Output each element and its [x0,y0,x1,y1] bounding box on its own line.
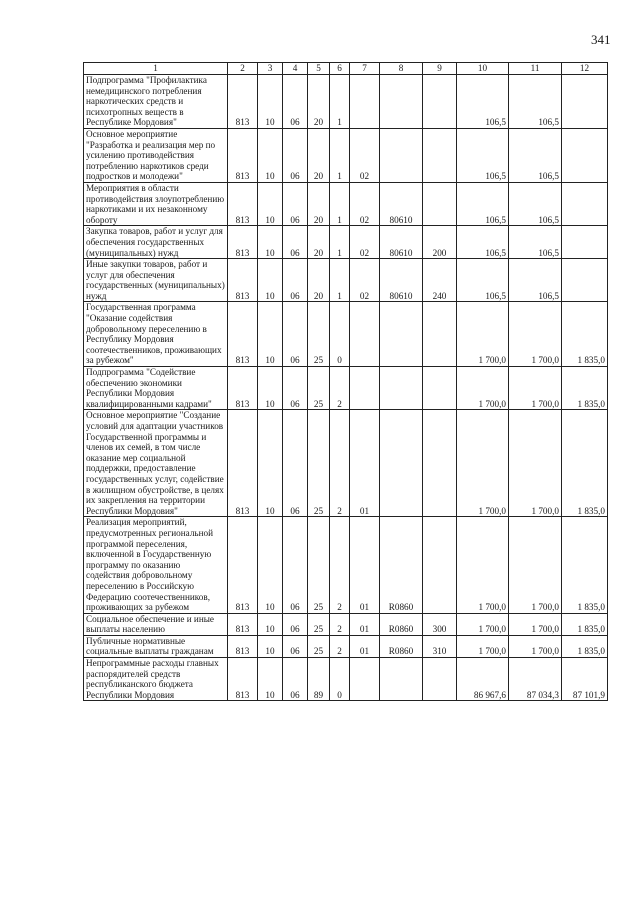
table-cell: 813 [228,75,258,129]
table-cell: 1 [330,128,350,182]
table-cell [380,302,423,367]
header-cell: 3 [258,63,283,75]
table-cell: 1 835,0 [562,367,608,410]
table-body [84,75,608,701]
table-row [84,517,608,613]
table-cell: 106,5 [509,259,562,302]
table-cell: 813 [228,182,258,225]
row-name-cell: Публичные нормативные социальные выплаты гражданам [84,635,228,657]
table-cell: 1 700,0 [457,613,509,635]
table-row [84,302,608,367]
table-cell: 06 [283,613,308,635]
table-cell: 89 [308,658,330,701]
header-cell: 9 [423,63,457,75]
table-cell: 200 [423,226,457,259]
table-cell [423,658,457,701]
table-cell: 20 [308,75,330,129]
table-cell: 20 [308,128,330,182]
table-row [84,226,608,259]
table-cell: 10 [258,128,283,182]
table-cell: 06 [283,128,308,182]
header-cell: 8 [380,63,423,75]
table-cell: 106,5 [457,259,509,302]
row-name-cell: Социальное обеспечение и иные выплаты населению [84,613,228,635]
table-cell [562,259,608,302]
table-cell: 02 [350,182,380,225]
row-name-cell: Реализация мероприятий, предусмотренных региональной программой переселения, включенной в Государственную программу по оказанию содействия добровольному переселению в Российскую Федерацию соотечественников, проживающих за рубежом [84,517,228,613]
table-cell: 80610 [380,226,423,259]
table-cell: 10 [258,226,283,259]
row-name-cell: Государственная программа "Оказание содействия добровольному переселению в Республику Мордовия соотечественников, проживающих за рубежом" [84,302,228,367]
table-cell: 01 [350,635,380,657]
table-cell: 01 [350,613,380,635]
header-cell: 7 [350,63,380,75]
table-row [84,182,608,225]
table-row [84,410,608,517]
table-cell: 06 [283,75,308,129]
table-row [84,613,608,635]
table-cell: 10 [258,517,283,613]
header-cell: 6 [330,63,350,75]
table-cell: 1 700,0 [457,635,509,657]
table-cell: 10 [258,410,283,517]
row-name-cell: Подпрограмма "Содействие обеспечению экономики Республики Мордовия квалифицированными кадрами" [84,367,228,410]
table-cell: 25 [308,367,330,410]
table-cell: 01 [350,517,380,613]
table-cell: 813 [228,226,258,259]
table-cell: 06 [283,658,308,701]
header-cell: 5 [308,63,330,75]
row-name-cell: Непрограммные расходы главных распорядителей средств республиканского бюджета Республики Мордовия [84,658,228,701]
table-cell: R0860 [380,613,423,635]
table-cell: 1 [330,259,350,302]
table-cell: 02 [350,226,380,259]
table-cell [380,658,423,701]
table-cell: 06 [283,635,308,657]
table-row [84,367,608,410]
table-cell: 25 [308,302,330,367]
table-cell: 106,5 [509,182,562,225]
table-cell: 10 [258,367,283,410]
table-cell: 80610 [380,182,423,225]
table-row [84,658,608,701]
header-cell: 2 [228,63,258,75]
table-cell [423,367,457,410]
table-cell: R0860 [380,517,423,613]
table-cell: 1 700,0 [509,367,562,410]
table-cell: 10 [258,75,283,129]
table-cell [562,182,608,225]
table-cell: 1 700,0 [509,517,562,613]
table-cell: 106,5 [509,226,562,259]
table-cell: 813 [228,367,258,410]
row-name-cell: Закупка товаров, работ и услуг для обеспечения государственных (муниципальных) нужд [84,226,228,259]
table-cell: 1 835,0 [562,517,608,613]
table-cell: 240 [423,259,457,302]
table-cell: 10 [258,613,283,635]
table-cell: 2 [330,410,350,517]
row-name-cell: Основное мероприятие "Разработка и реализация мер по усилению противодействия потреблению наркотиков среди подростков и молодежи" [84,128,228,182]
table-cell: 06 [283,517,308,613]
table-cell: 813 [228,302,258,367]
table-cell: 106,5 [457,182,509,225]
table-cell: 1 835,0 [562,410,608,517]
table-cell: 300 [423,613,457,635]
table-cell: 20 [308,259,330,302]
table-cell: 1 700,0 [457,367,509,410]
table-cell [350,302,380,367]
table-cell: 106,5 [509,75,562,129]
table-row [84,75,608,129]
table-cell: 02 [350,128,380,182]
table-cell: 1 700,0 [457,410,509,517]
table-cell: 0 [330,658,350,701]
table-cell [423,302,457,367]
table-cell [380,410,423,517]
table-cell: 1 [330,226,350,259]
table-cell: 813 [228,128,258,182]
table-cell: 1 700,0 [509,302,562,367]
header-row [84,63,608,75]
header-cell: 4 [283,63,308,75]
row-name-cell: Мероприятия в области противодействия злоупотреблению наркотиками и их незаконному обороту [84,182,228,225]
table-cell: 87 101,9 [562,658,608,701]
table-cell [380,75,423,129]
table-cell: 86 967,6 [457,658,509,701]
table-cell: 1 700,0 [509,410,562,517]
table-cell: 813 [228,658,258,701]
table-cell [423,182,457,225]
table-cell: 25 [308,635,330,657]
table-cell: 25 [308,613,330,635]
table-cell [380,367,423,410]
table-cell: 106,5 [457,128,509,182]
table-cell: 0 [330,302,350,367]
table-cell: 06 [283,410,308,517]
table-cell: 01 [350,410,380,517]
table-cell [350,658,380,701]
table-row [84,635,608,657]
table-cell [423,75,457,129]
table-cell: 10 [258,302,283,367]
table-cell: 87 034,3 [509,658,562,701]
table-cell: 106,5 [457,75,509,129]
table-cell [350,367,380,410]
table-cell: 1 [330,182,350,225]
table-cell [562,128,608,182]
table-cell: 813 [228,517,258,613]
table-cell: 2 [330,517,350,613]
header-cell: 11 [509,63,562,75]
table-cell: R0860 [380,635,423,657]
table-row [84,128,608,182]
table-cell [423,128,457,182]
table-cell: 10 [258,658,283,701]
table-cell: 2 [330,613,350,635]
table-cell [350,75,380,129]
table-cell [380,128,423,182]
row-name-cell: Основное мероприятие "Создание условий для адаптации участников Государственной программы и членов их семей, в том числе оказание мер социальной поддержки, предоставление государственных услуг, содействие в жилищном обустройстве, в целях их закрепления на территории Республики Мордовия" [84,410,228,517]
page-number: 341 [591,32,611,47]
table-cell: 06 [283,367,308,410]
table-cell: 1 700,0 [457,517,509,613]
table-cell: 310 [423,635,457,657]
table-row [84,259,608,302]
table-cell: 10 [258,259,283,302]
table-cell: 2 [330,367,350,410]
table-cell: 25 [308,410,330,517]
header-cell: 12 [562,63,608,75]
table-cell: 80610 [380,259,423,302]
table-cell: 06 [283,259,308,302]
table-cell: 25 [308,517,330,613]
table-cell: 1 835,0 [562,635,608,657]
table-cell: 813 [228,613,258,635]
table-cell: 20 [308,226,330,259]
table-cell: 06 [283,226,308,259]
table-cell: 1 700,0 [509,635,562,657]
table-cell: 1 700,0 [509,613,562,635]
table-cell: 06 [283,182,308,225]
table-cell: 02 [350,259,380,302]
table-cell: 1 [330,75,350,129]
table-cell: 813 [228,410,258,517]
table-cell: 2 [330,635,350,657]
table-cell: 106,5 [457,226,509,259]
table-cell: 813 [228,635,258,657]
table-cell [423,517,457,613]
table-cell: 06 [283,302,308,367]
header-cell: 10 [457,63,509,75]
table-cell: 106,5 [509,128,562,182]
table-cell: 1 700,0 [457,302,509,367]
row-name-cell: Иные закупки товаров, работ и услуг для обеспечения государственных (муниципальных) нужд [84,259,228,302]
table-cell [562,226,608,259]
table-cell [562,75,608,129]
table-cell: 20 [308,182,330,225]
table-cell: 10 [258,635,283,657]
table-cell: 1 835,0 [562,613,608,635]
row-name-cell: Подпрограмма "Профилактика немедицинского потребления наркотических средств и психотропных веществ в Республике Мордовия" [84,75,228,129]
table-cell [423,410,457,517]
table-cell: 813 [228,259,258,302]
table-cell: 1 835,0 [562,302,608,367]
header-cell: 1 [84,63,228,75]
budget-table [83,62,608,701]
table-cell: 10 [258,182,283,225]
